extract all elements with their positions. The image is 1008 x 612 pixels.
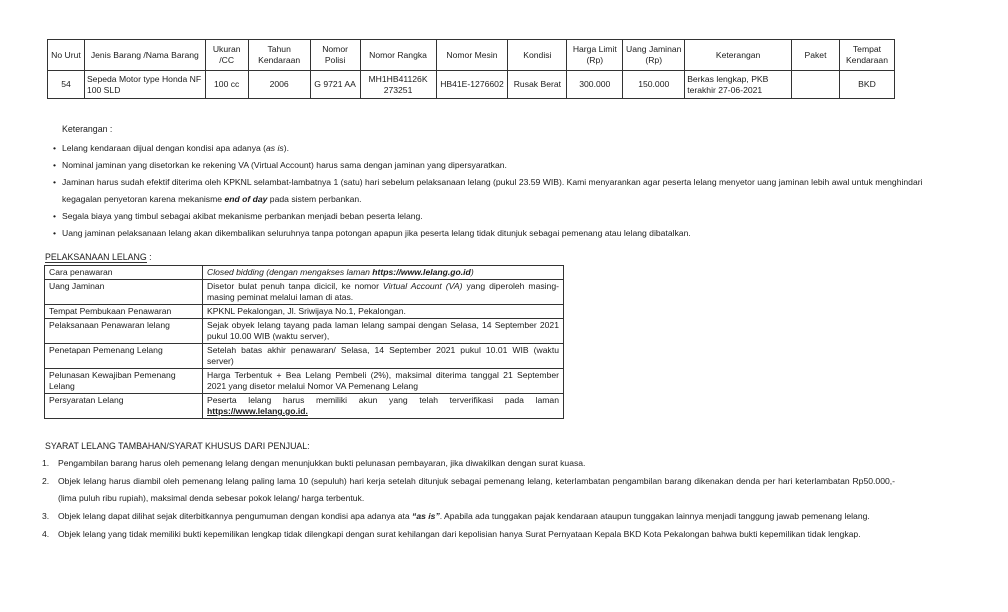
- pel-value: KPKNL Pekalongan, Jl. Sriwijaya No.1, Pekalongan.: [203, 305, 564, 319]
- pel-text: ): [470, 267, 474, 277]
- pel-key: Pelaksanaan Penawaran lelang: [45, 319, 203, 344]
- cell-rangka: MH1HB41126K 273251: [360, 71, 436, 99]
- cell-polisi: G 9721 AA: [310, 71, 360, 99]
- cell-jenis: Sepeda Motor type Honda NF 100 SLD: [84, 71, 205, 99]
- syarat-title: SYARAT LELANG TAMBAHAN/SYARAT KHUSUS DARI PENJUAL:: [45, 441, 310, 451]
- pel-key: Cara penawaran: [45, 266, 203, 280]
- keterangan-list: [52, 140, 952, 242]
- item-table: [47, 39, 895, 99]
- note-text: ).: [283, 143, 289, 153]
- col-header-jaminan: Uang Jaminan (Rp): [623, 40, 685, 71]
- syarat-list: [40, 455, 895, 544]
- col-header-tahun: Tahun Kendaraan: [248, 40, 310, 71]
- list-item: [52, 174, 952, 208]
- pel-text: Disetor bulat penuh tanpa dicicil, ke nomor: [207, 281, 383, 291]
- table-row: [45, 394, 564, 419]
- note-text-italic: as is: [266, 143, 284, 153]
- syarat-text-bold-italic: “as is”: [412, 511, 440, 521]
- table-row: [45, 344, 564, 369]
- note-text: Uang jaminan pelaksanaan lelang akan dikembalikan seluruhnya tanpa potongan apapun jika peserta lelang tidak ditunjuk sebagai pemenang atau lelang dibatalkan.: [62, 228, 691, 238]
- syarat-text: . Apabila ada tunggakan pajak kendaraan ataupun tunggakan lainnya menjadi tanggung jawab pemenang lelang.: [439, 511, 870, 521]
- syarat-text: Objek lelang yang tidak memiliki bukti kepemilikan lengkap tidak dilengkapi dengan surat kehilangan dari kepolisian hanya Surat Pernyataan Kepala BKD Kota Pekalongan bahwa bukti kepemilikan tidak lengkap.: [58, 529, 861, 539]
- list-item: [40, 455, 895, 472]
- pel-value: Harga Terbentuk + Bea Lelang Pembeli (2%), maksimal diterima tanggal 21 September 2021 yang disetor melalui Nomor VA Pemenang Lelang: [203, 369, 564, 394]
- pelaksanaan-table: [44, 265, 564, 419]
- list-item: [40, 473, 895, 507]
- list-item: [52, 140, 952, 157]
- table-row: [45, 305, 564, 319]
- table-row: [45, 266, 564, 280]
- col-header-keterangan: Keterangan: [685, 40, 792, 71]
- pel-key: Penetapan Pemenang Lelang: [45, 344, 203, 369]
- col-header-mesin: Nomor Mesin: [436, 40, 508, 71]
- pel-value: [203, 280, 564, 305]
- col-header-polisi: Nomor Polisi: [310, 40, 360, 71]
- pel-text: yang diperoleh masing-masing peminat melalui laman di atas.: [207, 281, 559, 302]
- cell-paket: [792, 71, 840, 99]
- cell-mesin: HB41E-1276602: [436, 71, 508, 99]
- syarat-text: Objek lelang dapat dilihat sejak diterbitkannya pengumuman dengan kondisi apa adanya ata: [58, 511, 413, 521]
- cell-tahun: 2006: [248, 71, 310, 99]
- pel-text: Peserta lelang harus memiliki akun yang telah terverifikasi pada laman: [207, 395, 559, 405]
- list-item: [40, 508, 895, 525]
- table-row: [45, 369, 564, 394]
- pel-value: Sejak obyek lelang tayang pada laman lelang sampai dengan Selasa, 14 September 2021 pukul 10.00 WIB (waktu server),: [203, 319, 564, 344]
- col-header-no: No Urut: [48, 40, 85, 71]
- note-text: Nominal jaminan yang disetorkan ke rekening VA (Virtual Account) harus sama dengan jaminan yang dipersyaratkan.: [62, 160, 507, 170]
- col-header-tempat: Tempat Kendaraan: [839, 40, 894, 71]
- table-row: [45, 319, 564, 344]
- list-item: [40, 526, 895, 543]
- note-text: pada sistem perbankan.: [267, 194, 362, 204]
- pel-value: Setelah batas akhir penawaran/ Selasa, 14 September 2021 pukul 10.01 WIB (waktu server): [203, 344, 564, 369]
- note-text: Segala biaya yang timbul sebagai akibat mekanisme perbankan menjadi beban peserta lelang.: [62, 211, 423, 221]
- cell-kondisi: Rusak Berat: [508, 71, 567, 99]
- item-table-header-row: [48, 40, 895, 71]
- pel-text: Closed bidding (dengan mengakses laman: [207, 267, 373, 277]
- syarat-text: Pengambilan barang harus oleh pemenang lelang dengan menunjukkan bukti pelunasan pembayaran, jika diwakilkan dengan surat kuasa.: [58, 458, 586, 468]
- cell-ukuran: 100 cc: [205, 71, 248, 99]
- lelang-link[interactable]: https://www.lelang.go.id.: [207, 406, 308, 416]
- pel-key: Pelunasan Kewajiban Pemenang Lelang: [45, 369, 203, 394]
- col-header-jenis: Jenis Barang /Nama Barang: [84, 40, 205, 71]
- pel-key: Persyaratan Lelang: [45, 394, 203, 419]
- list-item: [52, 225, 952, 242]
- list-item: [52, 157, 952, 174]
- col-header-harga: Harga Limit (Rp): [567, 40, 623, 71]
- pel-value: [203, 266, 564, 280]
- table-row: [48, 71, 895, 99]
- syarat-text: Objek lelang harus diambil oleh pemenang lelang paling lama 10 (sepuluh) hari kerja setelah ditunjuk sebagai pemenang lelang, keterlambatan pengambilan barang dikenakan denda per hari keterlambatan Rp50.000,- (lima puluh ribu rupiah), maksimal denda sebesar pokok lelang/ harga terbentuk.: [58, 476, 895, 503]
- note-text: Lelang kendaraan dijual dengan kondisi apa adanya (: [62, 143, 267, 153]
- table-row: [45, 280, 564, 305]
- list-item: [52, 208, 952, 225]
- cell-no: 54: [48, 71, 85, 99]
- pel-key: Tempat Pembukaan Penawaran: [45, 305, 203, 319]
- col-header-ukuran: Ukuran /CC: [205, 40, 248, 71]
- item-number: 4.: [42, 529, 50, 539]
- keterangan-title: Keterangan :: [62, 124, 113, 134]
- note-text-bold-italic: end of day: [224, 194, 268, 204]
- cell-tempat: BKD: [839, 71, 894, 99]
- col-header-paket: Paket: [792, 40, 840, 71]
- note-text: Jaminan harus sudah efektif diterima oleh KPKNL selambat-lambatnya 1 (satu) hari sebelum pelaksanaan lelang (pukul 23.59 WIB). Kami menyarankan agar peserta lelang menyetor uang jaminan lebih awal untuk menghindari kegagalan penyetoran karena mekanisme: [62, 177, 923, 204]
- cell-keterangan: Berkas lengkap, PKB terakhir 27-06-2021: [685, 71, 792, 99]
- col-header-rangka: Nomor Rangka: [360, 40, 436, 71]
- pel-value: [203, 394, 564, 419]
- pel-text-italic: Virtual Account (VA): [382, 281, 463, 291]
- pel-key: Uang Jaminan: [45, 280, 203, 305]
- item-number: 1.: [42, 458, 50, 468]
- lelang-link[interactable]: https://www.lelang.go.id: [372, 267, 471, 277]
- title-underline: [45, 262, 147, 263]
- cell-harga: 300.000: [567, 71, 623, 99]
- item-number: 3.: [42, 511, 50, 521]
- col-header-kondisi: Kondisi: [508, 40, 567, 71]
- item-number: 2.: [42, 476, 50, 486]
- pelaksanaan-title: PELAKSANAAN LELANG :: [45, 252, 152, 262]
- cell-jaminan: 150.000: [623, 71, 685, 99]
